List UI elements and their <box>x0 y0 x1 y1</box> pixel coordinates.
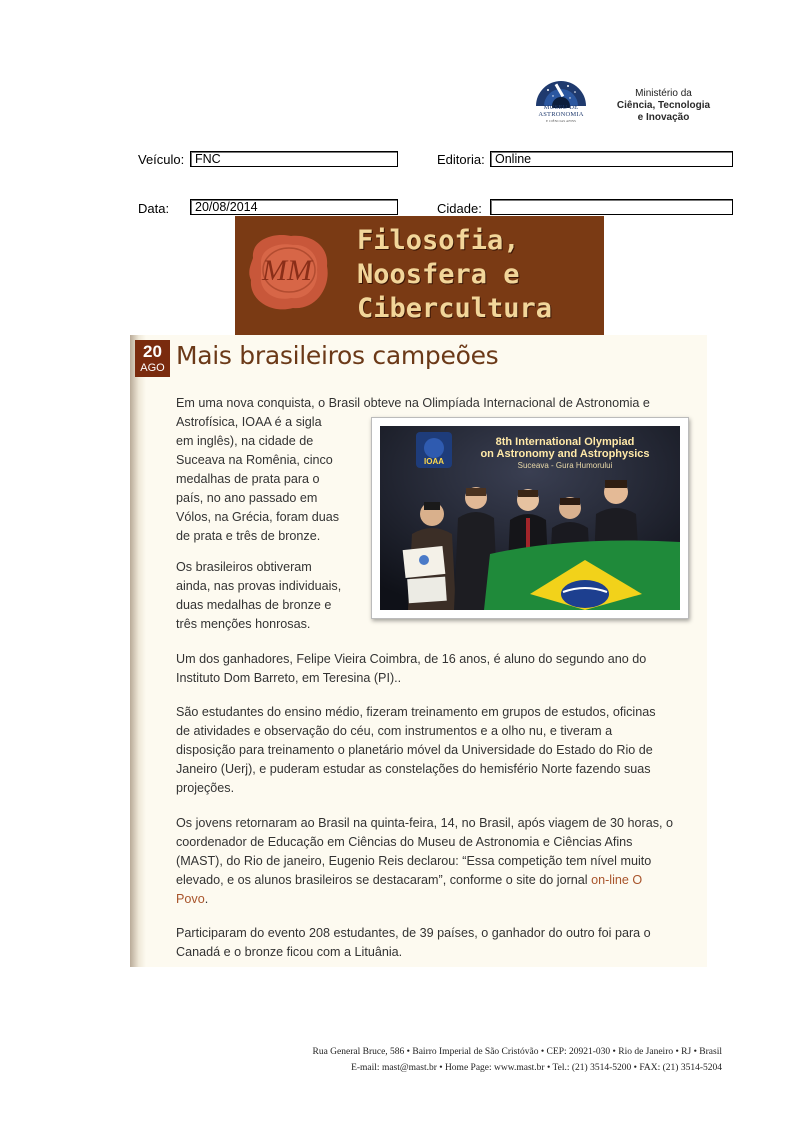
text-line: em inglês), na cidade de <box>176 434 314 448</box>
text-line: duas medalhas de bronze e <box>176 598 332 612</box>
photo-caption <box>460 436 670 472</box>
paragraph-2 <box>176 558 341 634</box>
text-line: três menções honrosas. <box>176 617 311 631</box>
banner-title-line3: Cibercultura <box>357 293 553 324</box>
ioaa-badge-text: IOAA <box>424 457 444 466</box>
data-field[interactable]: 20/08/2014 <box>190 199 398 215</box>
banner-logo-text: MM <box>262 254 312 287</box>
text-line-with-link <box>176 871 673 890</box>
ministerio-line1: Ministério da <box>635 88 692 99</box>
link-on-line-o-povo-part1[interactable]: on-line O <box>591 873 643 887</box>
blog-banner <box>235 216 604 335</box>
footer-contact: E-mail: mast@mast.br • Home Page: www.mast.br • Tel.: (21) 3514-5200 • FAX: (21) 3514-5204 <box>351 1063 722 1073</box>
paragraph-1-wrapped <box>176 413 339 546</box>
cidade-label: Cidade: <box>437 201 482 216</box>
text-line: São estudantes do ensino médio, fizeram treinamento em grupos de estudos, oficinas <box>176 705 656 719</box>
ministerio-line3: e Inovação <box>637 112 690 123</box>
cidade-field[interactable] <box>490 199 733 215</box>
paragraph-5 <box>176 814 673 909</box>
link-on-line-o-povo-part2[interactable]: Povo <box>176 892 205 906</box>
paragraph-4 <box>176 703 656 798</box>
museu-logo-line3: E CIÊNCIAS AFINS <box>546 119 576 123</box>
text-line: projeções. <box>176 781 235 795</box>
museu-logo-line2: ASTRONOMIA <box>538 111 584 118</box>
date-badge <box>135 340 170 377</box>
ministerio-logo <box>606 88 721 124</box>
veiculo-label: Veículo: <box>138 152 185 167</box>
article-photo-frame <box>371 417 689 619</box>
text-span: . <box>204 892 209 906</box>
paragraph-3 <box>176 650 646 688</box>
text-span: elevado, e os alunos brasileiros se destacaram”, conforme o site do jornal <box>176 873 592 887</box>
wax-seal-logo <box>243 228 333 316</box>
paragraph-1-intro <box>176 394 650 413</box>
text-line: disposição para treinamento o planetário móvel da Universidade do Estado do Rio de <box>176 743 653 757</box>
banner-title-line1: Filosofia, <box>357 225 520 256</box>
ministerio-line2: Ciência, Tecnologia <box>616 100 711 111</box>
text-line-with-link <box>176 890 673 909</box>
text-line: Janeiro (Uerj), e puderam estudar as constelações do hemisfério Norte fazendo suas <box>176 762 651 776</box>
institution-footer <box>180 1044 722 1076</box>
observatory-dome-icon <box>530 74 592 108</box>
text-line: Os brasileiros obtiveram <box>176 560 312 574</box>
text-line: (MAST), do Rio de janeiro, Eugenio Reis declarou: “Essa competição tem nível muito <box>176 854 652 868</box>
museu-logo-line1: MUSEU DE <box>543 104 579 111</box>
editoria-field[interactable]: Online <box>490 151 733 167</box>
article-title: Mais brasileiros campeões <box>176 341 499 370</box>
text-line: Canadá e o bronze ficou com a Lituânia. <box>176 945 403 959</box>
text-line: de atividades e observação do céu, com instrumentos e a olho nu, e tiveram a <box>176 724 613 738</box>
text-line: ainda, nas provas individuais, <box>176 579 342 593</box>
photo-caption-line1: 8th International Olympiad <box>495 436 635 448</box>
photo-caption-line3: Suceava - Gura Humorului <box>517 461 613 470</box>
photo-caption-line2: on Astronomy and Astrophysics <box>480 448 650 460</box>
paragraph-6 <box>176 924 651 962</box>
banner-title-line2: Noosfera e <box>357 259 520 290</box>
article-edge-shadow <box>130 335 146 967</box>
text-line: Participaram do evento 208 estudantes, de 39 países, o ganhador do outro foi para o <box>176 926 651 940</box>
text-line: de prata e três de bronze. <box>176 529 321 543</box>
editoria-label: Editoria: <box>437 152 485 167</box>
museu-astronomia-logo <box>530 74 592 132</box>
veiculo-field[interactable]: FNC <box>190 151 398 167</box>
team-photo <box>380 426 680 610</box>
text-line: país, no ano passado em <box>176 491 318 505</box>
text-line: Em uma nova conquista, o Brasil obteve na Olimpíada Internacional de Astronomia e <box>176 396 650 410</box>
text-line: medalhas de prata para o <box>176 472 320 486</box>
date-day: 20 <box>143 342 162 361</box>
text-line: Astrofísica, IOAA é a sigla <box>176 415 322 429</box>
text-line: Instituto Dom Barreto, em Teresina (PI).. <box>176 671 402 685</box>
text-line: Suceava na Romênia, cinco <box>176 453 333 467</box>
banner-title <box>357 224 602 326</box>
text-line: Um dos ganhadores, Felipe Vieira Coimbra, de 16 anos, é aluno do segundo ano do <box>176 652 647 666</box>
footer-address: Rua General Bruce, 586 • Bairro Imperial de São Cristóvão • CEP: 20921-030 • Rio de Janeiro • RJ • Brasil <box>312 1047 722 1057</box>
data-label: Data: <box>138 201 170 216</box>
text-line: coordenador de Educação em Ciências do Museu de Astronomia e Ciências Afins <box>176 835 633 849</box>
text-line: Os jovens retornaram ao Brasil na quinta-feira, 14, no Brasil, após viagem de 30 horas, o <box>176 816 674 830</box>
text-line: Vólos, na Grécia, foram duas <box>176 510 340 524</box>
date-month: AGO <box>140 362 165 374</box>
